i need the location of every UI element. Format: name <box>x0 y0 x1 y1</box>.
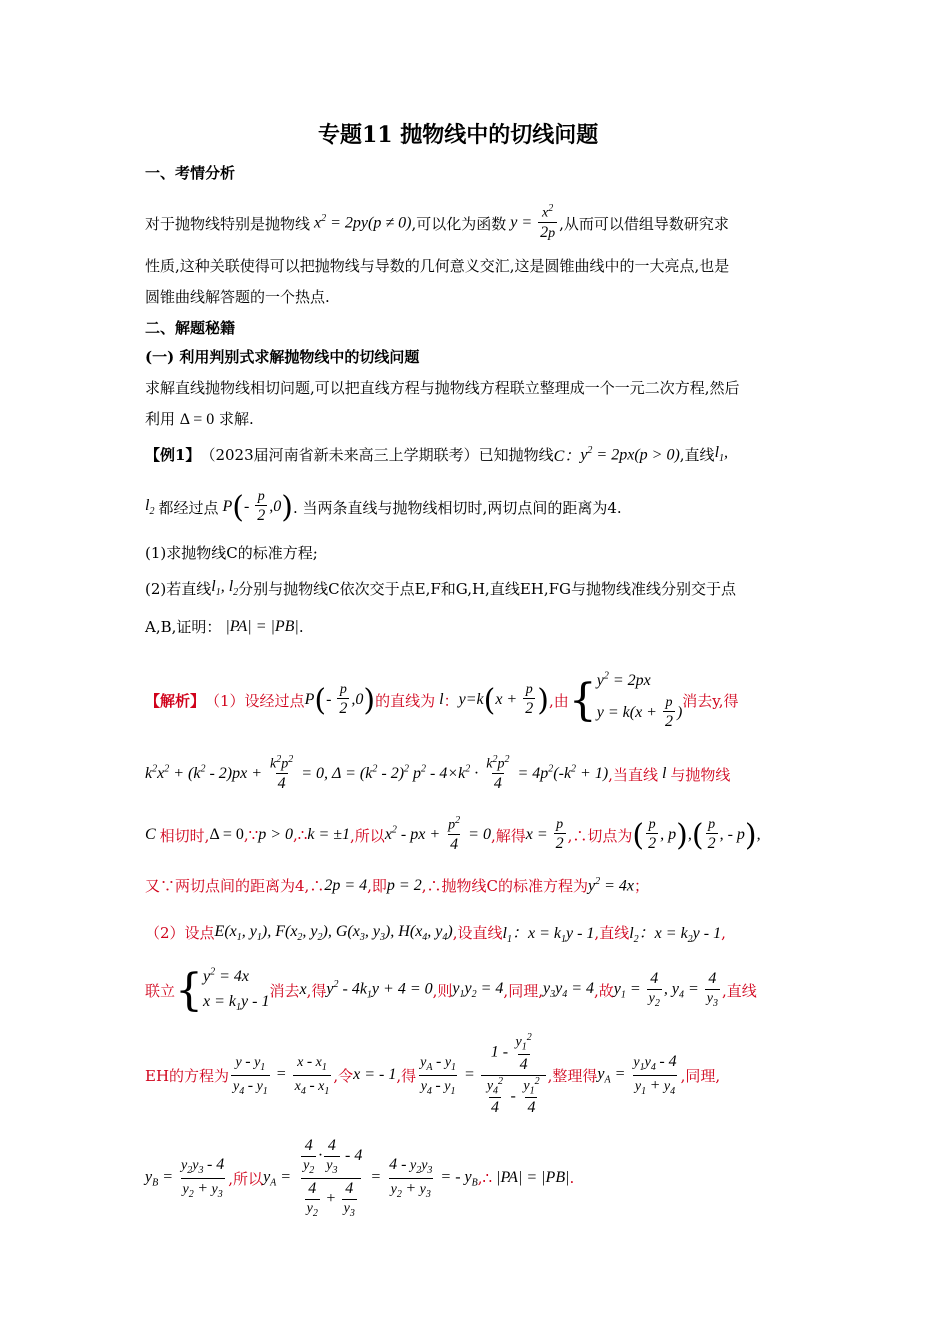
solution-line-8: $y_B$ = $\frac{y_2y_3 - 4}{y_2 + y_3}$ ,所以 $y_A$ = $\frac{4}{y_2}$ · $\frac{4}{y_3}$ - 4 $\frac{4}{y_2}$ + $\frac{4}{y_3}$ = $\frac{4 - y_2y_3}{y_2 + y_3}$ = - $y_B$ ,∴ |PA| = |PB| . <box>145 1137 575 1219</box>
intro-line-1 <box>145 203 729 243</box>
question-2-line-2: A,B,证明： |PA| = |PB| . <box>145 617 304 636</box>
solution-line-1: 【解析】 （1）设经过点 P(- $\frac{p}{2}$ ,0) 的直线为 l ： y=k(x + $\frac{p}{2}$ ) ,由 { $y^2 = 2px$ y = k(x + $\frac{p}{2}$ ) 消去y,得 <box>145 660 739 740</box>
section-heading-secrets: 二、解题秘籍 <box>145 319 236 337</box>
question-2-line-1: (2)若直线 $l_1$, $l_2$ 分别与抛物线C依次交于点E,F和G,H,直线EH,FG与抛物线准线分别交于点 <box>145 578 737 599</box>
solution-line-5: （2）设点 $E(x_1$, $y_1$), $F(x_2$, $y_2$), $G(x_3$, $y_3$), $H(x_4$, $y_4$) ,设直线 $l_1$：$x = k_1y - 1$ ,直线 $l_2$：$x = k_2y - 1$ , <box>145 922 726 946</box>
intro-text-c: ,从而可以借组导数研究求 <box>559 214 729 233</box>
example-line-2: $l_2$ 都经过点 P(- $\frac{p}{2}$ ,0) . 当两条直线与抛物线相切时,两切点间的距离为4. <box>145 488 622 525</box>
solution-line-7: EH的方程为 $\frac{y - y_1}{y_4 - y_1}$ = $\frac{x - x_1}{x_4 - x_1}$ ,令 x = - 1 ,得 $\frac{y_A - y_1}{y_4 - y_1}$ = 1 - $\frac{y_1^2}{4}$ $\frac{y_4^2}{4}$ - $\frac{y_1^2}{4}$ ,整理得 $y_A$ = $\frac{y_1y_4 - 4}{y_1 + y_4}$ ,同理, <box>145 1031 721 1117</box>
solution-line-3: C 相切时, Δ = 0 , ∵ p > 0 , ∴ k = ±1 ,所以 $x^2$ - px + $\frac{p^2}{4}$ = 0 ,解得 x = $\frac{p}{2}$ ,∴切点为 ( $\frac{p}{2}$ , p),( $\frac{p}{2}$ , - p), <box>145 814 761 854</box>
formula-function: y = $\frac{x^2}{2p}$ <box>510 202 556 242</box>
solution-line-2: $k^2x^2 + (k^2 - 2)px$ + $\frac{k^2p^2}{4}$ = 0, $\Delta = (k^2 - 2)^2$ $p^2 - 4\times k^2$ · $\frac{k^2p^2}{4}$ = $4p^2(-k^2 + 1)$ ,当直线 l 与抛物线 <box>145 753 731 793</box>
equation-system-1: $y^2 = 2px$ y = k(x + $\frac{p}{2}$ ) <box>596 670 683 731</box>
subsection-heading: (一) 利用判别式求解抛物线中的切线问题 <box>145 348 420 366</box>
question-1: (1)求抛物线C的标准方程; <box>145 544 318 562</box>
intro-text-b: ,可以化为函数 <box>411 214 507 233</box>
example-source: （2023届河南省新未来高三上学期联考）已知抛物线 <box>200 446 554 464</box>
method-line-1: 求解直线抛物线相切问题,可以把直线方程与抛物线方程联立整理成一个一元二次方程,然后 <box>145 379 740 397</box>
method-line-2: 利用 Δ = 0 求解. <box>145 410 254 428</box>
example-label: 【例1】 <box>145 446 201 464</box>
solution-line-6: 联立 { $y^2 = 4x$ $x = k_1y - 1$ 消去 x ,得 $y^2 - 4k_1y + 4 = 0$ ,则 $y_1y_2 = 4$ ,同理, $y_3y_4 = 4$ ,故 $y_1$ = $\frac{4}{y_2}$ , $y_4$ = $\frac{4}{y_3}$ ,直线 <box>145 964 757 1016</box>
formula-point-p: P(- $\frac{p}{2}$ ,0) <box>218 488 294 525</box>
formula-quadratic: $k^2x^2 + (k^2 - 2)px$ + $\frac{k^2p^2}{4}$ = 0, $\Delta = (k^2 - 2)^2$ $p^2 - 4\times k^2$ · $\frac{k^2p^2}{4}$ = $4p^2(-k^2 + 1)$ <box>145 753 609 793</box>
formula-parabola: $x^2 = 2py(p \ne 0)$ <box>310 213 412 232</box>
section-heading-analysis: 一、考情分析 <box>145 164 236 182</box>
intro-line-2: 性质,这种关联使得可以把抛物线与导数的几何意义交汇,这是圆锥曲线中的一大亮点,也是 <box>145 257 730 275</box>
intro-text-a: 对于抛物线特别是抛物线 <box>145 214 311 233</box>
formula-delta-zero: Δ = 0 <box>179 411 215 428</box>
formula-parabola-c: $y^2 = 2px(p > 0)$ <box>580 444 680 464</box>
equation-system-2: $y^2 = 4x$ $x = k_1y - 1$ <box>203 966 270 1014</box>
intro-line-3: 圆锥曲线解答题的一个热点. <box>145 288 330 306</box>
formula-pa-pb: |PA| = |PB| <box>221 617 299 635</box>
solution-label: 【解析】 <box>145 691 206 710</box>
example-line-1: 【例1】 （2023届河南省新未来高三上学期联考）已知抛物线 C： $y^2 = 2px(p > 0)$ ,直线 $l_1$, <box>145 444 729 465</box>
page-title: 专题11 抛物线中的切线问题 <box>318 122 599 148</box>
solution-line-4: 又∵两切点间的距离为4,∴ 2p = 4 ,即 p = 2 ,∴抛物线C的标准方程为 $y^2 = 4x$ ； <box>145 875 649 895</box>
